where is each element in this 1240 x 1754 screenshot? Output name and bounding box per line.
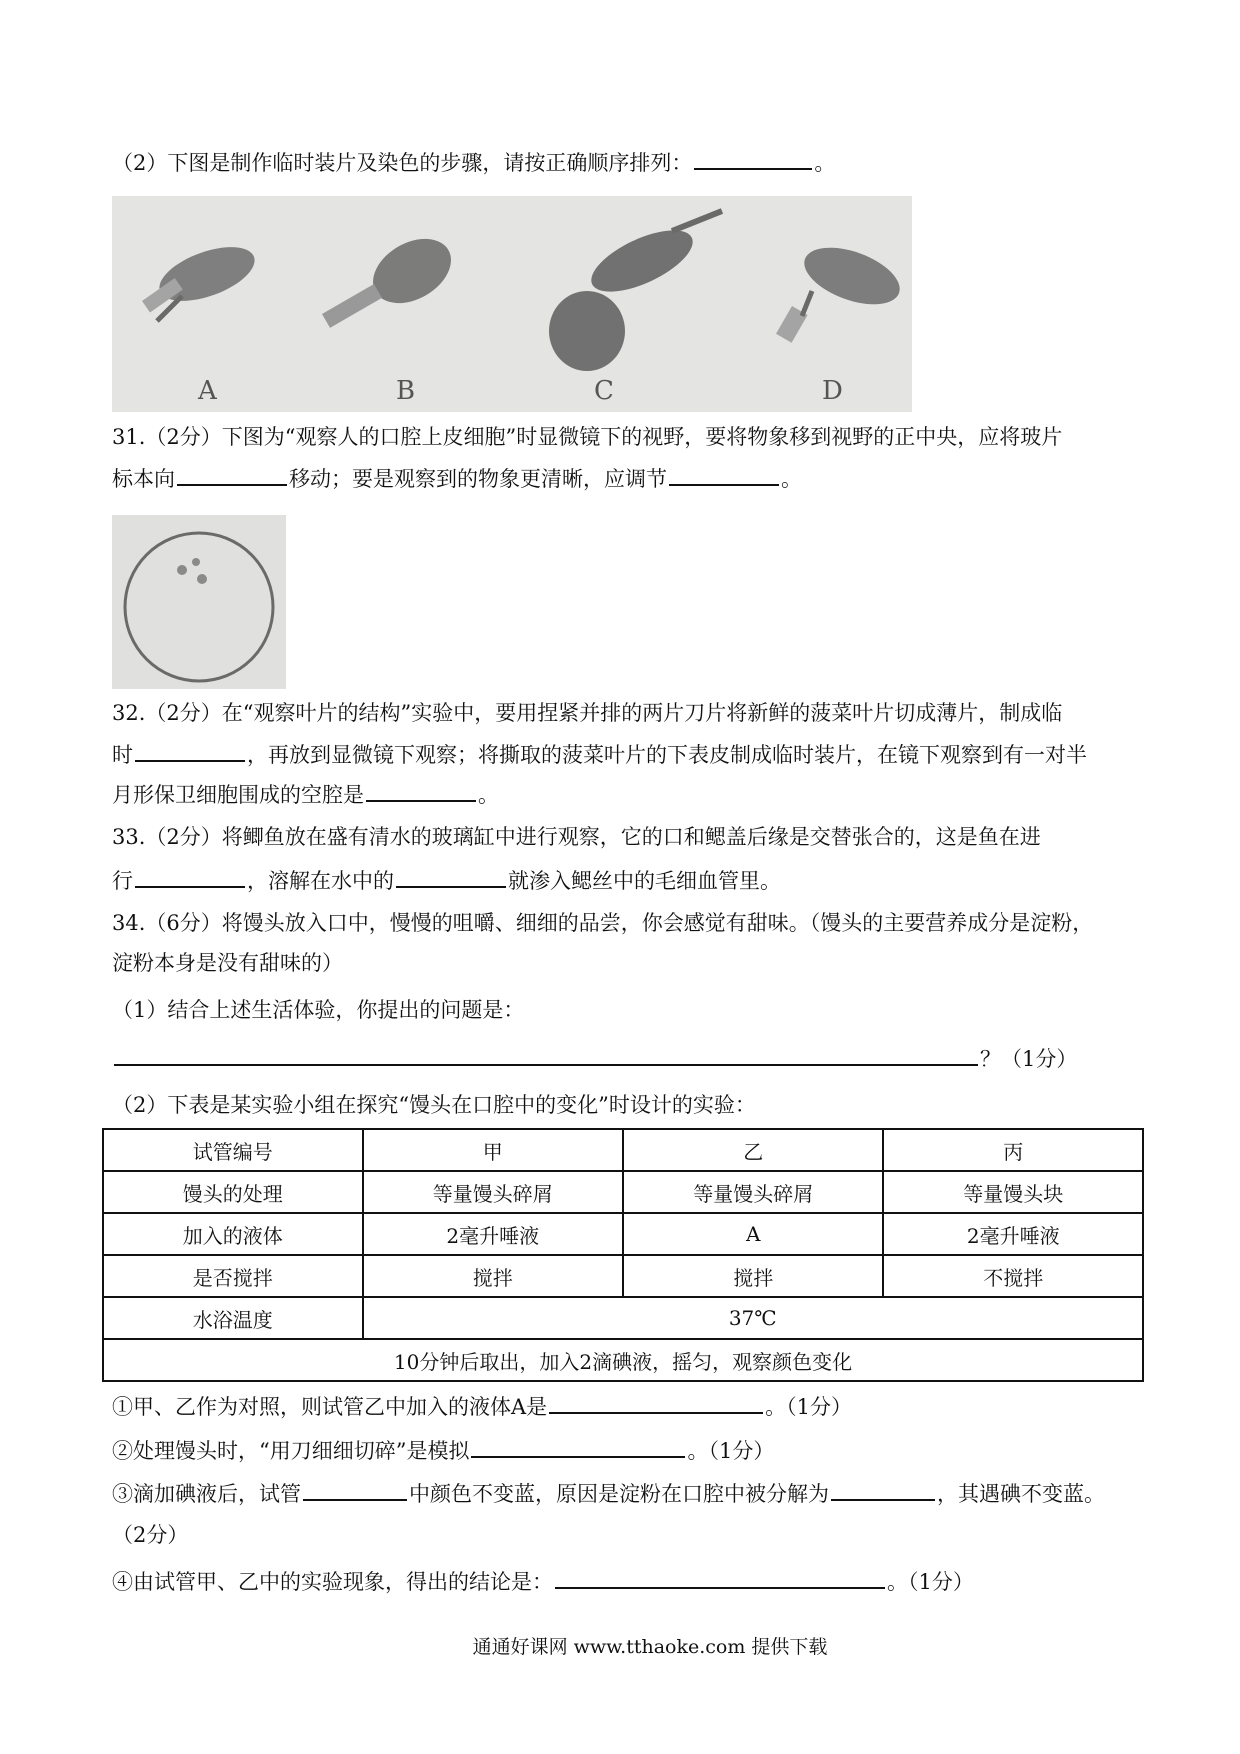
table-footer-row [103,1339,1143,1381]
q34-answer2: ②处理馒头时，“用刀细细切碎”是模拟 。（1分） [112,1434,774,1466]
q32-line1: 32.（2分）在“观察叶片的结构”实验中，要用捏紧并排的两片刀片将新鲜的菠菜叶片切成薄片，制成临 [112,701,1063,725]
table-row [103,1171,1143,1213]
q34-answer3: ③滴加碘液后，试管 中颜色不变蓝，原因是淀粉在口腔中被分解为 ，其遇碘不变蓝。 [112,1477,1105,1509]
table-cell: 等量馒头碎屑 [623,1171,883,1213]
answer-blank[interactable] [366,778,476,802]
q34-line2: 淀粉本身是没有甜味的） [112,951,343,975]
table-cell: 水浴温度 [103,1297,363,1339]
figure-label-a: A [198,376,217,406]
table-cell: 37℃ [363,1297,1144,1339]
table-cell: 是否搅拌 [103,1255,363,1297]
table-cell: 搅拌 [623,1255,883,1297]
q34-sub1: （1）结合上述生活体验，你提出的问题是： [112,998,525,1022]
table-row [103,1213,1143,1255]
q34-sub1-answer: ？（1分） [112,1042,1077,1074]
answer-blank[interactable] [114,1042,978,1066]
q34-answer1: ①甲、乙作为对照，则试管乙中加入的液体A是 。（1分） [112,1390,852,1422]
page-footer: 通通好课网 www.tthaoke.com 提供下载 [472,1636,828,1658]
table-row [103,1255,1143,1297]
table-cell: 加入的液体 [103,1213,363,1255]
q34-sub2: （2）下表是某实验小组在探究“馒头在口腔中的变化”时设计的实验： [112,1093,756,1117]
table-cell: 2毫升唾液 [883,1213,1143,1255]
table-header-row [103,1129,1143,1171]
q31-line2: 标本向 移动；要是观察到的物象更清晰，应调节 。 [112,462,802,494]
table-cell: 不搅拌 [883,1255,1143,1297]
table-cell: 试管编号 [103,1129,363,1171]
table-cell: 甲 [363,1129,623,1171]
figure-label-d: D [822,376,843,406]
q34-answer4: ④由试管甲、乙中的实验现象，得出的结论是： 。（1分） [112,1565,974,1597]
table-cell: 2毫升唾液 [363,1213,623,1255]
answer-blank[interactable] [549,1390,763,1414]
microscope-field-figure [112,515,286,689]
answer-blank[interactable] [303,1477,407,1501]
microscope-view-drawing [112,515,286,689]
answer-blank[interactable] [555,1565,885,1589]
slide-steps-drawing [112,196,912,412]
answer-blank[interactable] [831,1477,935,1501]
table-cell: A [623,1213,883,1255]
table-cell: 丙 [883,1129,1143,1171]
answer-blank[interactable] [135,864,245,888]
q31-line1: 31.（2分）下图为“观察人的口腔上皮细胞”时显微镜下的视野，要将物象移到视野的正中央，应将玻片 [112,425,1063,449]
table-cell: 等量馒头碎屑 [363,1171,623,1213]
slide-preparation-figure [112,196,912,412]
q30-part2: （2）下图是制作临时装片及染色的步骤，请按正确顺序排列： 。 [112,146,835,178]
answer-blank[interactable] [694,146,812,170]
table-cell: 等量馒头块 [883,1171,1143,1213]
q33-line1: 33.（2分）将鲫鱼放在盛有清水的玻璃缸中进行观察，它的口和鳃盖后缘是交替张合的，这是鱼在进 [112,825,1041,849]
q34-line1: 34.（6分）将馒头放入口中，慢慢的咀嚼、细细的品尝，你会感觉有甜味。（馒头的主要营养成分是淀粉， [112,911,1094,935]
answer-blank[interactable] [177,462,287,486]
table-cell: 10分钟后取出，加入2滴碘液，摇匀，观察颜色变化 [103,1339,1143,1381]
answer-blank[interactable] [669,462,779,486]
q33-line2: 行 ，溶解在水中的 就渗入鳃丝中的毛细血管里。 [112,864,781,896]
experiment-table [102,1128,1144,1382]
q32-line2: 时 ，再放到显微镜下观察；将撕取的菠菜叶片的下表皮制成临时装片，在镜下观察到有一对半 [112,738,1087,770]
figure-label-b: B [396,376,416,406]
answer-blank[interactable] [135,738,245,762]
answer-blank[interactable] [396,864,506,888]
q32-line3: 月形保卫细胞围成的空腔是 。 [112,778,499,810]
table-cell: 搅拌 [363,1255,623,1297]
answer-blank[interactable] [471,1434,685,1458]
table-row [103,1297,1143,1339]
table-cell: 馒头的处理 [103,1171,363,1213]
table-cell: 乙 [623,1129,883,1171]
figure-label-c: C [594,376,614,406]
q34-answer3-score: （2分） [112,1523,189,1547]
